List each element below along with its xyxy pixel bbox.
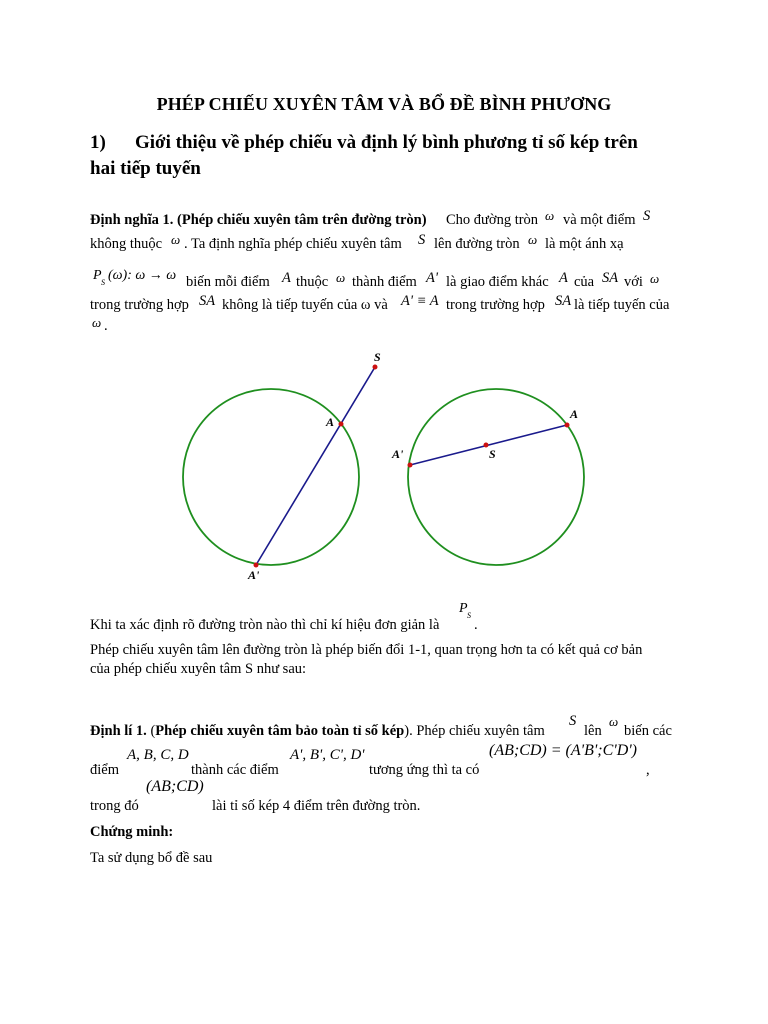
- theorem-open-paren: (: [146, 723, 156, 739]
- paragraph-intro-line2: của phép chiếu xuyên tâm S như sau:: [90, 661, 307, 677]
- proof-label: Chứng minh:: [90, 824, 174, 840]
- theorem-name: Phép chiếu xuyên tâm bảo toàn tỉ số kép: [155, 723, 405, 739]
- theorem-text-len: lên: [584, 723, 602, 739]
- theorem-text-thanh: thành các điểm: [191, 762, 279, 778]
- symbol-omega: ω: [336, 270, 346, 285]
- symbol-s: S: [418, 232, 426, 248]
- definition-text-4: . Ta định nghĩa phép chiếu xuyên tâm: [184, 236, 402, 252]
- definition-text-8: thuộc: [296, 274, 329, 290]
- cross-ratio-symbol: (AB;CD): [146, 778, 204, 795]
- symbol-a-prime: A': [426, 270, 438, 286]
- label-a-prime-left: A': [248, 568, 260, 582]
- definition-text-12: với: [624, 274, 643, 290]
- definition-text-10: là giao điểm khác: [446, 274, 549, 290]
- definition-text-3: không thuộc: [90, 236, 163, 252]
- label-a-right: A: [570, 407, 579, 421]
- theorem-text-lai: lài tỉ số kép 4 điểm trên đường tròn.: [212, 798, 421, 814]
- symbol-sa: SA: [199, 293, 216, 309]
- symbol-sa: SA: [602, 270, 619, 286]
- theorem-text-diem: điểm: [90, 762, 119, 778]
- definition-text-7: biến mỗi điểm: [186, 274, 270, 290]
- paragraph-notation-end: .: [474, 617, 478, 633]
- symbol-p-subscript: S: [467, 611, 471, 620]
- point-s-left: [373, 365, 378, 370]
- definition-text-14: không là tiếp tuyến của ω và: [222, 297, 388, 313]
- point-a-right: [565, 423, 570, 428]
- section-heading-line2: hai tiếp tuyến: [90, 158, 201, 179]
- definition-text-13: trong trường hợp: [90, 297, 189, 313]
- theorem-text-tuong: tương ứng thì ta có: [369, 762, 480, 778]
- symbol-omega: ω: [650, 271, 660, 286]
- symbol-equiv: A' ≡ A: [401, 293, 439, 309]
- point-a-prime-right: [408, 463, 413, 468]
- definition-text-5: lên đường tròn: [434, 236, 520, 252]
- point-s-right: [484, 443, 489, 448]
- theorem-intro: ). Phép chiếu xuyên tâm: [404, 723, 545, 739]
- symbol-a: A: [559, 270, 568, 286]
- theorem-text-trong: trong đó: [90, 798, 139, 814]
- definition-text-11: của: [574, 274, 595, 290]
- line-sa-left: [256, 367, 375, 565]
- symbol-a: A: [282, 270, 291, 286]
- theorem-comma: ,: [646, 762, 650, 778]
- page-title: PHÉP CHIẾU XUYÊN TÂM VÀ BỔ ĐỀ BÌNH PHƯƠNG: [156, 94, 612, 114]
- points-abcd: A, B, C, D: [127, 747, 189, 763]
- symbol-omega: ω: [528, 232, 538, 247]
- symbol-p: P: [93, 268, 102, 283]
- symbol-omega: ω: [609, 714, 619, 729]
- paragraph-notation-text: Khi ta xác định rõ đường tròn nào thì chỉ kí hiệu đơn giản là: [90, 617, 440, 633]
- theorem-first-line: [90, 723, 545, 740]
- paragraph-intro-line1: Phép chiếu xuyên tâm lên đường tròn là phép biến đổi 1-1, quan trọng hơn ta có kết quả cơ bản: [90, 642, 643, 658]
- cross-ratio-formula: (AB;CD) = (A'B';C'D'): [489, 742, 637, 759]
- definition-end: .: [104, 318, 108, 334]
- definition-text-15: trong trường hợp: [446, 297, 545, 313]
- symbol-sa: SA: [555, 293, 572, 309]
- symbol-p: P: [459, 601, 468, 616]
- theorem-label: Định lí 1.: [90, 723, 147, 739]
- map-args: (ω): ω → ω: [108, 268, 177, 283]
- symbol-omega: ω: [171, 232, 181, 247]
- theorem-text-bien: biến các: [624, 723, 672, 739]
- section-heading-line1: Giới thiệu về phép chiếu và định lý bình phương tỉ số kép trên: [135, 132, 638, 153]
- symbol-s: S: [569, 713, 577, 729]
- label-a-left: A: [326, 415, 335, 429]
- symbol-omega: ω: [545, 208, 555, 223]
- definition-label: Định nghĩa 1. (Phép chiếu xuyên tâm trên đường tròn): [90, 212, 427, 228]
- label-s-left: S: [374, 350, 381, 364]
- section-number: 1): [90, 132, 106, 153]
- points-abcd-prime: A', B', C', D': [290, 747, 365, 763]
- definition-text-1: Cho đường tròn: [446, 212, 539, 228]
- definition-text-9: thành điểm: [352, 274, 417, 290]
- definition-text-6: là một ánh xạ: [545, 236, 624, 252]
- circle-omega-right: [408, 389, 584, 565]
- proof-text: Ta sử dụng bổ đề sau: [90, 850, 213, 866]
- definition-text-16: là tiếp tuyến của: [574, 297, 670, 313]
- point-a-left: [339, 422, 344, 427]
- symbol-s: S: [643, 208, 651, 224]
- symbol-p-subscript: S: [101, 278, 105, 287]
- definition-text-2: và một điểm: [563, 212, 636, 228]
- symbol-omega: ω: [92, 315, 102, 330]
- label-s-right: S: [489, 447, 496, 461]
- point-a-prime-left: [254, 563, 259, 568]
- label-a-prime-right: A': [392, 447, 404, 461]
